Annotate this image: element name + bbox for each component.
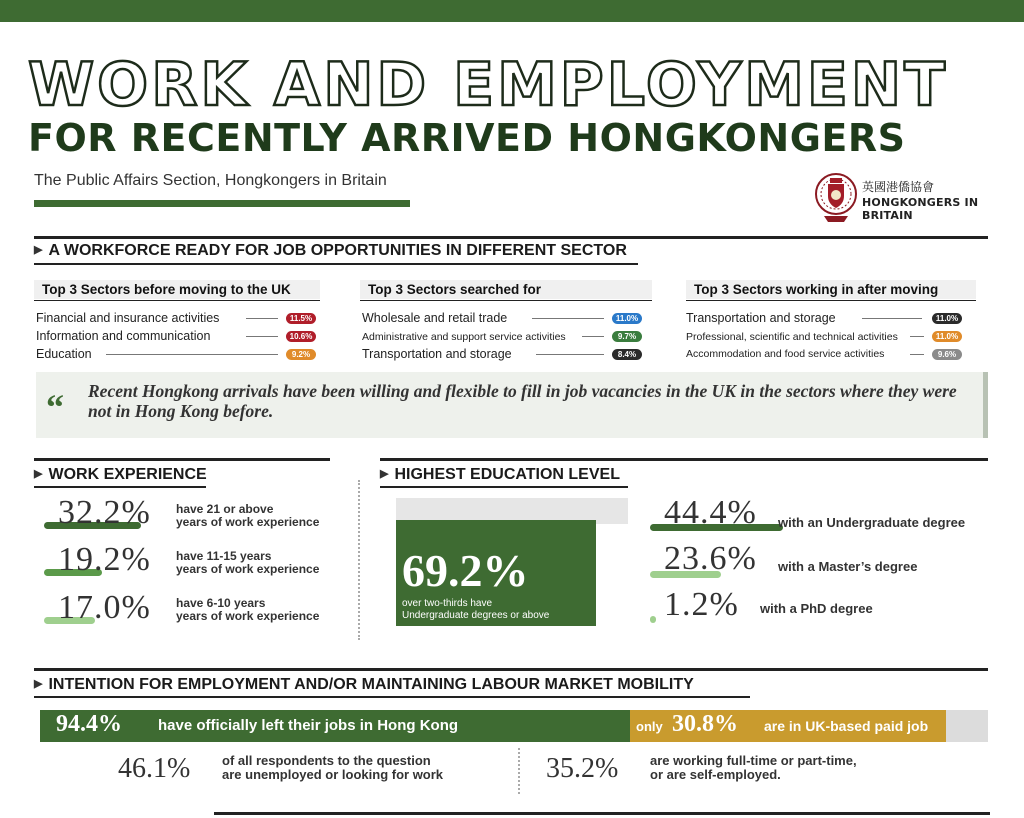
uk-paid-job-percentage: 30.8% (672, 711, 738, 737)
triangle-right-icon: ▶ (34, 244, 43, 256)
working-description: are working full-time or part-time, (650, 753, 857, 768)
logo-english-name: HONGKONGERS IN BRITAIN (862, 196, 979, 222)
education-percentage: 1.2% (664, 586, 739, 623)
education-percentage: 44.4% (664, 494, 757, 531)
education-description: with a PhD degree (760, 601, 873, 616)
sector-label: Accommodation and food service activities (686, 348, 885, 360)
uk-paid-job-text: are in UK-based paid job (764, 718, 929, 734)
working-description: or are self-employed. (650, 767, 781, 782)
education-description: with a Master’s degree (778, 559, 918, 574)
sector-label: Professional, scientific and technical activities (686, 331, 898, 343)
work-exp-description: years of work experience (176, 515, 320, 529)
page-title-line2: FOR RECENTLY ARRIVED HONGKONGERS (28, 116, 906, 160)
page-title: WORK AND EMPLOYMENT (28, 50, 949, 120)
sector-value-badge: 9.6% (932, 349, 962, 360)
education-headline-line1: over two-thirds have (402, 598, 493, 609)
sector-label: Transportation and storage (686, 311, 836, 325)
bottom-divider (214, 812, 990, 815)
triangle-right-icon: ▶ (380, 468, 389, 480)
education-bar (650, 616, 656, 623)
section-underline (34, 263, 638, 265)
section-heading-work-experience: ▶ WORK EXPERIENCE (34, 466, 207, 483)
sector-value-badge: 11.0% (932, 331, 962, 342)
work-exp-percentage: 19.2% (58, 541, 151, 578)
sector-value-badge: 8.4% (612, 349, 642, 360)
sector-label: Financial and insurance activities (36, 311, 220, 325)
work-exp-description: have 11-15 years (176, 549, 272, 563)
subtitle-underline (34, 200, 410, 207)
column-separator (358, 480, 360, 640)
sector-label: Wholesale and retail trade (362, 311, 508, 325)
leader-line (246, 318, 278, 319)
triangle-right-icon: ▶ (34, 678, 43, 690)
sector-value-badge: 9.2% (286, 349, 316, 360)
triangle-right-icon: ▶ (34, 468, 43, 480)
section-divider (34, 458, 330, 461)
sector-label: Information and communication (36, 329, 211, 343)
work-exp-description: have 6-10 years (176, 596, 266, 610)
work-exp-percentage: 17.0% (58, 589, 151, 626)
column-separator (518, 748, 520, 794)
sector-value-badge: 11.5% (286, 313, 316, 324)
page-subtitle: The Public Affairs Section, Hongkongers in Britain (34, 172, 387, 189)
logo-chinese-name: 英國港僑協會 (862, 180, 935, 194)
column-underline (34, 300, 320, 301)
uk-paid-job-prefix: only (636, 719, 663, 734)
organization-crest-icon (814, 168, 858, 228)
column-underline (360, 300, 652, 301)
left-jobs-percentage: 94.4% (56, 711, 122, 737)
work-exp-description: have 21 or above (176, 502, 274, 516)
leader-line (582, 336, 604, 337)
sector-column-title: Top 3 Sectors working in after moving (686, 280, 976, 299)
left-jobs-text: have officially left their jobs in Hong Kong (158, 717, 459, 734)
work-exp-description: years of work experience (176, 609, 320, 623)
section-heading-education: ▶ HIGHEST EDUCATION LEVEL (380, 466, 620, 483)
sector-column-title: Top 3 Sectors before moving to the UK (34, 280, 320, 299)
section-divider (380, 458, 988, 461)
sector-value-badge: 11.0% (932, 313, 962, 324)
sector-label: Administrative and support service activities (362, 331, 566, 343)
section-underline (34, 486, 206, 488)
work-exp-description: years of work experience (176, 562, 320, 576)
sector-label: Education (36, 347, 92, 361)
column-underline (686, 300, 976, 301)
work-exp-percentage: 32.2% (58, 494, 151, 531)
unemployed-percentage: 46.1% (118, 753, 191, 784)
section-divider (34, 668, 988, 671)
leader-line (106, 354, 278, 355)
sector-value-badge: 11.0% (612, 313, 642, 324)
sector-value-badge: 9.7% (612, 331, 642, 342)
quote-text: Recent Hongkong arrivals have been willing and flexible to fill in job vacancies in the UK in the sectors where they were not in Hong Kong before. (88, 381, 957, 421)
leader-line (246, 336, 278, 337)
leader-line (532, 318, 604, 319)
leader-line (862, 318, 922, 319)
education-percentage: 23.6% (664, 540, 757, 577)
unemployed-description: are unemployed or looking for work (222, 767, 444, 782)
section-heading-employment: ▶ INTENTION FOR EMPLOYMENT AND/OR MAINTAINING LABOUR MARKET MOBILITY (34, 676, 694, 693)
top-accent-bar (0, 0, 1024, 22)
sector-column-title: Top 3 Sectors searched for (360, 280, 652, 299)
sector-label: Transportation and storage (362, 347, 512, 361)
band-remainder (946, 710, 988, 742)
unemployed-description: of all respondents to the question (222, 753, 431, 768)
section-underline (380, 486, 628, 488)
sector-value-badge: 10.6% (286, 331, 316, 342)
leader-line (910, 354, 924, 355)
education-headline-line2: Undergraduate degrees or above (402, 610, 550, 621)
quote-mark-icon: “ (46, 387, 64, 427)
leader-line (910, 336, 924, 337)
working-percentage: 35.2% (546, 753, 619, 784)
education-description: with an Undergraduate degree (778, 515, 966, 530)
section-heading-workforce: ▶ A WORKFORCE READY FOR JOB OPPORTUNITIES IN DIFFERENT SECTOR (34, 242, 627, 259)
leader-line (536, 354, 604, 355)
section-underline (34, 696, 750, 698)
education-headline-percentage: 69.2% (402, 545, 529, 596)
section-divider (34, 236, 988, 239)
